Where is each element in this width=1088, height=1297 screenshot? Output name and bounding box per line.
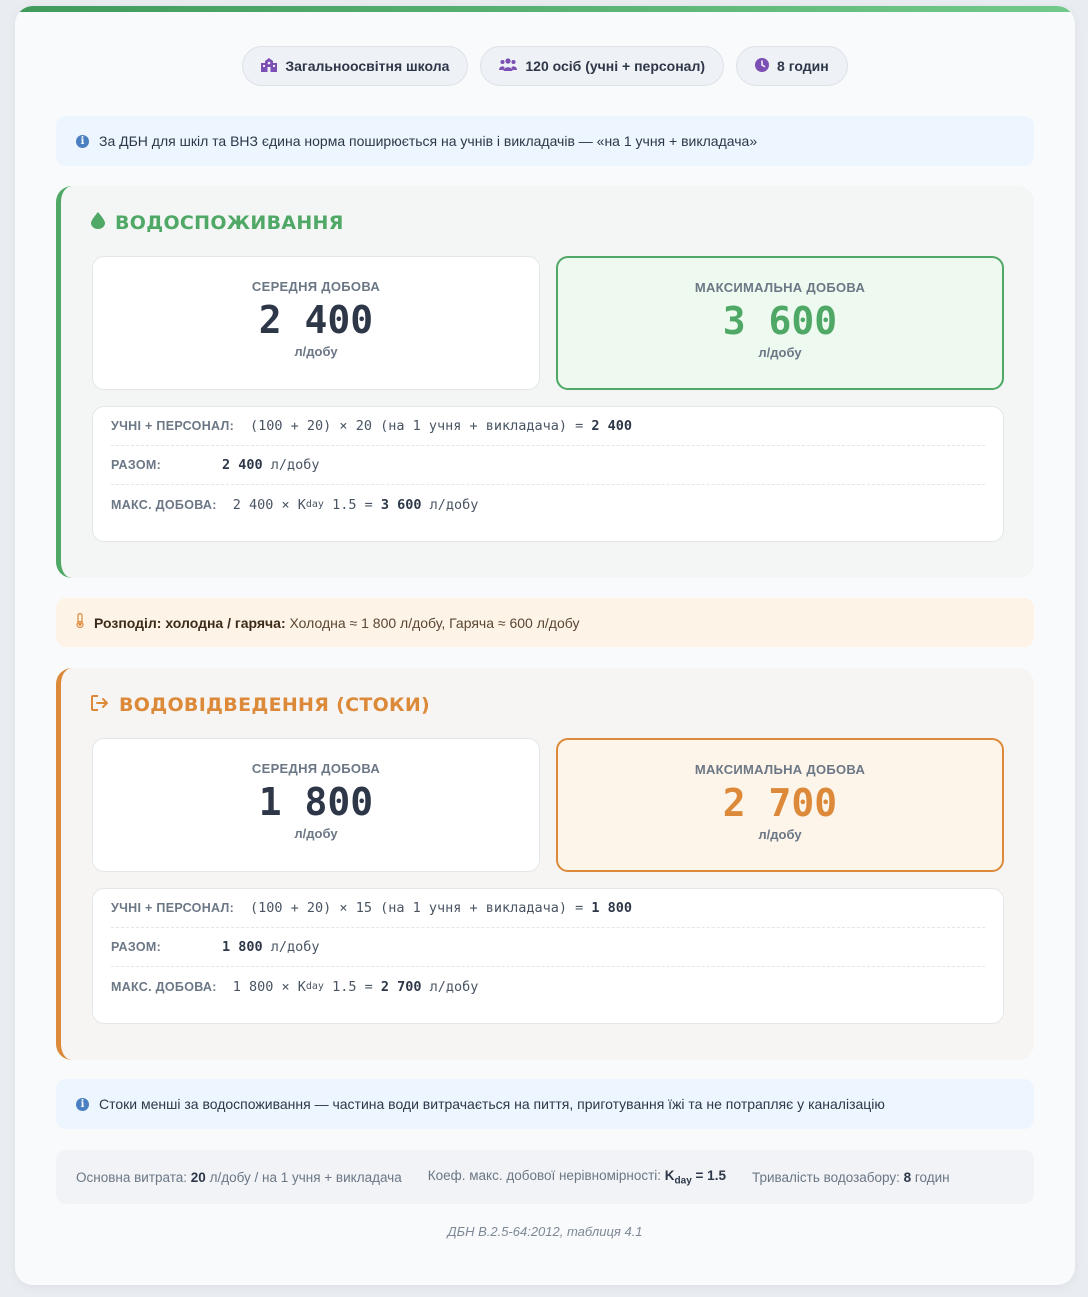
consumption-calc-box [92,406,1004,542]
summary-chips [15,46,1075,86]
chip-building-type-label: Загальноосвітня школа [285,58,450,74]
footer-rate-value: 20 [190,1169,206,1185]
calc-max-base: 1 800 × K [232,978,306,995]
drainage-title [91,694,430,716]
clock-icon [755,58,769,75]
drainage-section [56,668,1034,1060]
calc-people-expr: (100 + 20) × 20 (на 1 учня + викладача) = [250,418,584,434]
footer-rate [76,1170,402,1185]
consumption-title-text: ВОДОСПОЖИВАННЯ [115,212,344,234]
sign-out-icon [91,694,109,716]
footer-duration [752,1170,950,1185]
calc-max-coef: 1.5 = [332,496,373,513]
info-icon: i [76,1098,89,1111]
drainage-avg-unit: л/добу [294,825,338,841]
drainage-max-value: 2 700 [722,781,838,825]
drainage-avg-card [92,738,540,872]
calc-total-value: 1 800 [222,939,263,955]
calc-row-max [111,967,985,1006]
drainage-avg-label: СЕРЕДНЯ ДОБОВА [251,761,381,776]
calc-total-label: РАЗОМ: [111,940,162,954]
calc-max-result: 2 700 [380,978,422,995]
chip-duration-label: 8 годин [777,58,829,74]
consumption-max-card [556,256,1004,390]
calc-max-base: 2 400 × K [232,496,306,513]
calc-people-label: УЧНІ + ПЕРСОНАЛ: [111,901,235,915]
calc-people-result: 1 800 [591,900,633,916]
calc-max-unit: л/добу [429,496,479,513]
consumption-title [91,212,344,234]
footer-coef-sub: day [674,1175,692,1187]
chip-people-count-label: 120 осіб (учні + персонал) [525,58,706,74]
calc-max-coef: 1.5 = [332,978,373,995]
footer-rate-label: Основна витрата: [76,1169,188,1185]
footer-coef-value: = 1.5 [695,1167,726,1183]
drainage-max-unit: л/добу [758,826,802,842]
footer-rate-unit: л/добу / на 1 учня + викладача [209,1169,402,1185]
drainage-calc-box [92,888,1004,1024]
calc-max-sub: day [305,499,324,510]
calc-max-label: МАКС. ДОБОВА: [111,497,217,512]
calc-people-expr: (100 + 20) × 15 (на 1 учня + викладача) = [250,900,584,916]
calc-total-label: РАЗОМ: [111,458,162,472]
footer-duration-label: Тривалість водозабору: [751,1169,900,1185]
drainage-info-text: Стоки менші за водоспоживання — частина води витрачається на пиття, приготування їжі та не потрапляє у каналізацію [99,1096,885,1112]
drainage-max-card [556,738,1004,872]
result-card [15,6,1075,1285]
calc-total-unit: л/добу [270,939,320,955]
water-drop-icon [91,212,105,234]
footer-coef-k: K [664,1167,675,1183]
calc-max-sub: day [305,981,324,992]
calc-people-label: УЧНІ + ПЕРСОНАЛ: [111,419,235,433]
school-icon [261,58,277,75]
consumption-avg-unit: л/добу [294,343,338,359]
calc-row-people [111,407,985,446]
norm-info-text: За ДБН для шкіл та ВНЗ єдина норма поширюється на учнів і викладачів — «на 1 учня + викладача» [99,133,758,149]
calc-row-total [111,928,985,967]
norm-info-banner [56,116,1034,166]
chip-people-count [480,46,724,86]
norm-reference: ДБН В.2.5-64:2012, таблиця 4.1 [447,1224,643,1239]
calc-people-result: 2 400 [591,418,633,434]
consumption-max-unit: л/добу [758,344,802,360]
calc-row-people [111,889,985,928]
split-label: Розподіл: холодна / гаряча: [94,614,286,631]
hot-cold-split-banner [56,598,1034,647]
calc-max-result: 3 600 [380,496,422,513]
consumption-max-label: МАКСИМАЛЬНА ДОБОВА [694,280,866,295]
calc-row-total [111,446,985,485]
drainage-title-text: ВОДОВІДВЕДЕННЯ (СТОКИ) [119,694,431,716]
calc-row-max [111,485,985,524]
split-text: Холодна ≈ 1 800 л/добу, Гаряча ≈ 600 л/добу [289,614,580,631]
calc-max-unit: л/добу [429,978,479,995]
calc-total-unit: л/добу [270,457,320,473]
consumption-avg-card [92,256,540,390]
calc-max-label: МАКС. ДОБОВА: [111,979,217,994]
top-accent-bar [15,6,1075,12]
info-icon: i [76,135,89,148]
chip-building-type [242,46,468,86]
consumption-avg-value: 2 400 [258,298,374,342]
consumption-max-value: 3 600 [722,299,838,343]
footer-duration-unit: годин [914,1169,950,1185]
drainage-avg-value: 1 800 [258,780,374,824]
consumption-section [56,186,1034,578]
consumption-avg-label: СЕРЕДНЯ ДОБОВА [251,279,381,294]
users-icon [499,58,517,74]
drainage-info-banner [56,1079,1034,1129]
footer-duration-value: 8 [903,1169,912,1185]
calc-total-value: 2 400 [222,457,263,473]
drainage-max-label: МАКСИМАЛЬНА ДОБОВА [694,762,866,777]
footer-coef-label: Коеф. макс. добової нерівномірності: [427,1167,662,1183]
thermometer-icon [76,613,84,632]
chip-duration [736,46,848,86]
footer-coef [428,1168,726,1187]
parameters-footer [56,1150,1034,1204]
